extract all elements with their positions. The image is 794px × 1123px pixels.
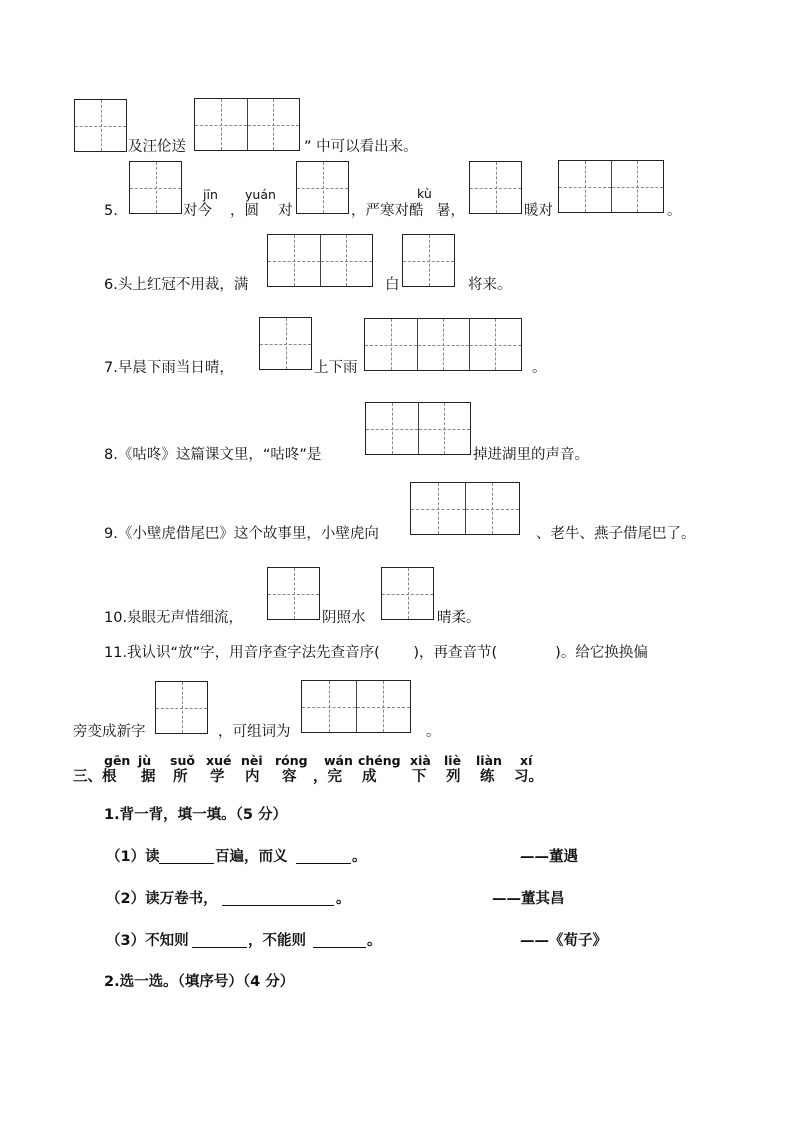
q5-text-nuandui: 暖对 bbox=[524, 203, 553, 219]
s3-char: 成 bbox=[362, 769, 377, 785]
q6-grid-2[interactable] bbox=[402, 234, 455, 287]
q5-text-dui-jin: 对今 bbox=[183, 203, 212, 219]
s3-char: 练 bbox=[480, 769, 495, 785]
q9-grid-1[interactable] bbox=[410, 482, 520, 535]
s3-char: 内 bbox=[245, 769, 260, 785]
q11-text-b: ，可组词为 bbox=[218, 724, 291, 740]
s3-q2-title: 2.选一选。（填序号）（4 分） bbox=[104, 974, 295, 990]
q5-pinyin-yuan: yuán bbox=[245, 187, 276, 202]
s3-q1-1-blank-1[interactable] bbox=[159, 849, 214, 864]
q7-grid-2[interactable] bbox=[364, 318, 522, 371]
q4-text-b: ” 中可以看出来。 bbox=[304, 139, 418, 155]
s3-q1-3-blank-1[interactable] bbox=[192, 933, 247, 948]
s3-q1-1-c: 。 bbox=[352, 849, 367, 865]
q10-text-a: 10.泉眼无声惜细流， bbox=[104, 610, 244, 626]
s3-pinyin: xué bbox=[206, 753, 232, 768]
s3-char: 下 bbox=[412, 769, 427, 785]
q5-text-dui2: 对 bbox=[278, 203, 293, 219]
s3-char: 容 bbox=[282, 769, 297, 785]
q10-grid-1[interactable] bbox=[267, 567, 320, 620]
s3-q1-2-author: ——董其昌 bbox=[492, 891, 565, 907]
s3-q1-2-b: 。 bbox=[336, 891, 351, 907]
s3-pinyin: wán bbox=[324, 753, 353, 768]
s3-char: 三、根 bbox=[73, 769, 117, 785]
s3-char: 习。 bbox=[514, 769, 543, 785]
s3-q1-2-a: （2）读万卷书， bbox=[106, 891, 218, 907]
q11-text-c: 。 bbox=[426, 724, 441, 740]
q6-text-c: 将来。 bbox=[468, 277, 512, 293]
s3-pinyin: xí bbox=[520, 753, 533, 768]
answer-grid-1[interactable] bbox=[74, 99, 127, 152]
q5-text-end: 。 bbox=[667, 203, 682, 219]
q5-text-yuan: ，圆 bbox=[230, 203, 259, 219]
q5-pinyin-ku: kù bbox=[417, 186, 432, 201]
s3-q1-1-author: ——董遇 bbox=[520, 849, 578, 865]
s3-pinyin: gēn bbox=[104, 753, 131, 768]
answer-grid-4[interactable] bbox=[194, 98, 300, 151]
s3-q1-title: 1.背一背，填一填。（5 分） bbox=[104, 807, 287, 823]
q5-grid-1[interactable] bbox=[129, 161, 182, 214]
q9-text-a: 9.《小壁虎借尾巴》这个故事里，小壁虎向 bbox=[104, 526, 379, 542]
q6-text-a: 6.头上红冠不用裁，满 bbox=[104, 277, 249, 293]
s3-char: ，完 bbox=[313, 769, 342, 785]
q7-text-a: 7.早晨下雨当日晴， bbox=[104, 360, 234, 376]
s3-q1-3-author: ——《荀子》 bbox=[520, 933, 607, 949]
s3-char: 列 bbox=[446, 769, 461, 785]
q9-text-b: 、老牛、燕子借尾巴了。 bbox=[536, 526, 696, 542]
q5-text-shu: 暑， bbox=[436, 203, 465, 219]
q7-text-c: 。 bbox=[532, 360, 547, 376]
q11-grid-1[interactable] bbox=[155, 681, 208, 734]
q5-number: 5. bbox=[104, 203, 118, 219]
s3-q1-3-a: （3）不知则 bbox=[106, 933, 189, 949]
q11-text-a: 旁变成新字 bbox=[73, 724, 146, 740]
q10-grid-2[interactable] bbox=[381, 567, 434, 620]
s3-pinyin: suǒ bbox=[170, 753, 195, 768]
q5-grid-3[interactable] bbox=[469, 161, 522, 214]
q5-grid-2[interactable] bbox=[296, 161, 349, 214]
s3-q1-1-a: （1）读 bbox=[106, 849, 160, 865]
s3-pinyin: nèi bbox=[241, 753, 263, 768]
s3-q1-3-b: ，不能则 bbox=[248, 933, 306, 949]
s3-pinyin: liè bbox=[444, 753, 462, 768]
q8-text-b: 掉进湖里的声音。 bbox=[473, 447, 589, 463]
s3-q1-3-blank-2[interactable] bbox=[313, 933, 366, 948]
q5-pinyin-jin: jīn bbox=[203, 187, 218, 202]
q4-text-a: 及汪伦送 bbox=[128, 139, 186, 155]
s3-char: 学 bbox=[210, 769, 225, 785]
s3-char: 据 bbox=[141, 769, 156, 785]
s3-char: 所 bbox=[173, 769, 188, 785]
q10-text-c: 晴柔。 bbox=[437, 610, 481, 626]
q5-grid-4[interactable] bbox=[558, 160, 664, 213]
s3-pinyin: liàn bbox=[476, 753, 502, 768]
q8-text-a: 8.《咕咚》这篇课文里，“咕咚”是 bbox=[104, 447, 322, 463]
q7-text-b: 上下雨 bbox=[314, 360, 358, 376]
q11-grid-2[interactable] bbox=[301, 680, 411, 733]
q6-text-b: 白 bbox=[385, 277, 400, 293]
s3-pinyin: xià bbox=[410, 753, 431, 768]
s3-pinyin: chéng bbox=[358, 753, 401, 768]
q6-grid-1[interactable] bbox=[267, 234, 373, 287]
q10-text-b: 阴照水 bbox=[322, 610, 366, 626]
q7-grid-1[interactable] bbox=[259, 317, 312, 370]
s3-q1-1-blank-2[interactable] bbox=[296, 849, 351, 864]
s3-pinyin: róng bbox=[275, 753, 308, 768]
q11-line1: 11.我认识“放”字，用音序查字法先查音序( )，再查音节( )。给它换换偏 bbox=[104, 645, 648, 661]
q8-grid-1[interactable] bbox=[365, 402, 471, 455]
s3-q1-2-blank-1[interactable] bbox=[222, 891, 334, 906]
s3-q1-1-b: 百遍，而义 bbox=[215, 849, 288, 865]
s3-q1-3-c: 。 bbox=[367, 933, 382, 949]
q5-text-yanhan: ，严寒对酷 bbox=[351, 203, 424, 219]
s3-pinyin: jù bbox=[138, 753, 152, 768]
